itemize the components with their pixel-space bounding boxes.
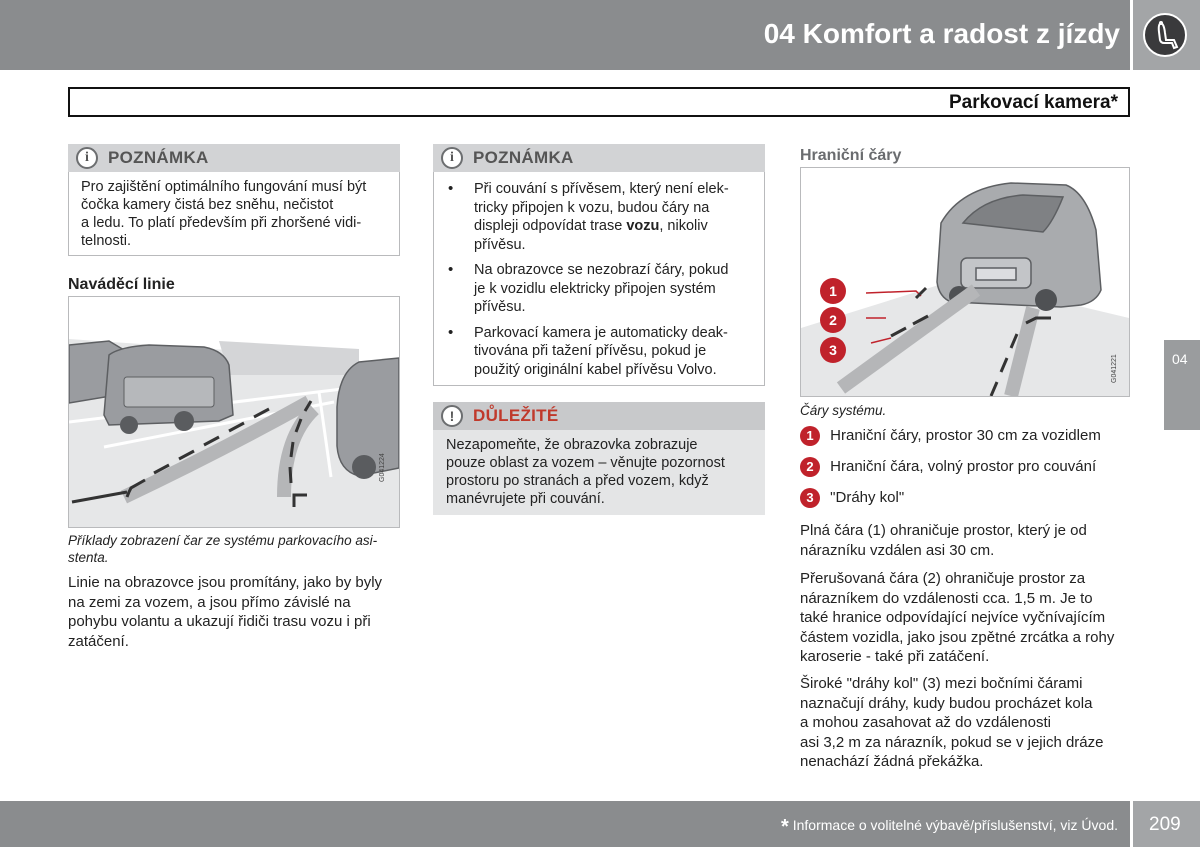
list-item-line: • Parkovací kamera je automaticky deak- xyxy=(474,324,728,341)
para-line: nárazníkem do vzdálenosti cca. 1,5 m. Je to xyxy=(800,589,1093,607)
page-number: 209 xyxy=(1149,814,1181,835)
warning-box xyxy=(433,402,765,515)
callout-1: 1 xyxy=(829,283,837,299)
guide-lines-heading: Naváděcí linie xyxy=(68,276,175,293)
para-line: také hranice odpovídající nejvíce vyčnívajícím xyxy=(800,609,1106,626)
figure-code: G041221 xyxy=(1111,354,1118,383)
legend-number: 1 xyxy=(800,426,820,446)
warning-line: pouze oblast za vozem – věnujte pozornost xyxy=(446,455,725,471)
note-box-1 xyxy=(68,144,400,256)
list-item-line: přívěsu. xyxy=(474,236,526,253)
para-line: asi 3,2 m za nárazník, pokud se v jejich dráze xyxy=(800,733,1104,751)
note-line: telnosti. xyxy=(81,233,131,249)
list-item-line: • Při couvání s přívěsem, který není elek- xyxy=(474,181,729,197)
para-line: nenachází žádná překážka. xyxy=(800,753,984,770)
list-item-line: přívěsu. xyxy=(474,299,526,315)
footer-note xyxy=(781,816,1118,839)
text-span: , nikoliv xyxy=(659,218,708,234)
note-title: POZNÁMKA xyxy=(473,148,574,167)
legend-item xyxy=(800,426,1130,446)
legend-number: 2 xyxy=(800,457,820,477)
note-line: Pro zajištění optimálního fungování musí být xyxy=(81,179,367,195)
legend-number: 3 xyxy=(800,488,820,508)
legend-text: Hraniční čára, volný prostor pro couvání xyxy=(830,458,1097,476)
note-body xyxy=(68,172,400,256)
list-item xyxy=(434,261,754,317)
para-line: Plná čára (1) ohraničuje prostor, který je od xyxy=(800,522,1087,539)
footer-asterisk: * xyxy=(781,816,789,838)
section-title: Parkovací kamera* xyxy=(948,92,1118,113)
para-line: Přerušovaná čára (2) ohraničuje prostor za xyxy=(800,570,1086,587)
warning-title: DŮLEŽITÉ xyxy=(473,406,559,425)
legend-list xyxy=(800,426,1130,508)
legend-text: "Dráhy kol" xyxy=(830,489,905,507)
para-line: částem vozidla, jako jsou zpětné zrcátka a rohy xyxy=(800,628,1115,646)
note-line: a ledu. To platí především při zhoršené vidi- xyxy=(81,215,362,231)
callout-2: 2 xyxy=(829,312,837,328)
boundary-paragraph-1 xyxy=(800,521,1130,560)
warning-header xyxy=(433,402,765,430)
boundary-lines-figure xyxy=(800,167,1130,397)
boundary-paragraph-3 xyxy=(800,674,1130,772)
note-body xyxy=(433,172,765,386)
note-header xyxy=(433,144,765,172)
chapter-side-tab-label: 04 xyxy=(1172,351,1188,367)
guide-lines-figure xyxy=(68,296,400,528)
figure-code: G041224 xyxy=(379,453,386,482)
legend-item xyxy=(800,488,1130,508)
note-box-2 xyxy=(433,144,765,386)
para-line: Linie na obrazovce jsou promítány, jako by byly xyxy=(68,574,383,591)
para-line: Široké "dráhy kol" (3) mezi bočními čárami xyxy=(800,675,1083,692)
para-line: zatáčení. xyxy=(68,632,129,650)
list-item-line: je k vozidlu elektricky připojen systém xyxy=(474,280,716,297)
note-line: čočka kamery čistá bez sněhu, nečistot xyxy=(81,197,334,213)
note-header xyxy=(68,144,400,172)
para-line: pohybu volantu a ukazují řidiči trasu vozu i při xyxy=(68,613,371,630)
callout-3: 3 xyxy=(829,342,837,358)
list-item xyxy=(434,324,754,380)
para-line: a mohou zasahovat až do vzdálenosti xyxy=(800,714,1051,731)
warning-body xyxy=(433,430,765,515)
boundary-paragraph-2 xyxy=(800,569,1130,667)
para-line: karoserie - také při zatáčení. xyxy=(800,648,990,665)
boundary-lines-heading: Hraniční čáry xyxy=(800,147,902,164)
list-item-line xyxy=(474,217,754,236)
list-item xyxy=(434,180,754,254)
list-item-line: tricky připojen k vozu, budou čáry na xyxy=(474,199,710,216)
bold-span: vozu xyxy=(626,218,660,234)
chapter-title: 04 Komfort a radost z jízdy xyxy=(763,18,1120,49)
caption-line: Příklady zobrazení čar ze systému parkovacího asi- xyxy=(68,533,378,548)
footer-note-text: Informace o volitelné výbavě/příslušenství, viz Úvod. xyxy=(792,817,1118,833)
note-bullet-list xyxy=(434,180,754,379)
seat-icon xyxy=(1143,13,1187,57)
para-line: nárazníku vzdálen asi 30 cm. xyxy=(800,541,995,559)
legend-item xyxy=(800,457,1130,477)
text-span: displeji odpovídat trase xyxy=(474,218,627,234)
info-icon: i xyxy=(76,147,98,169)
guide-figure-caption xyxy=(68,532,400,566)
boundary-figure-caption: Čáry systému. xyxy=(800,403,887,418)
section-title-bar xyxy=(68,87,1130,117)
exclamation-icon: ! xyxy=(441,405,463,427)
para-line: na zemi za vozem, a jsou přímo závislé na xyxy=(68,593,351,611)
list-item-line: • Na obrazovce se nezobrazí čáry, pokud xyxy=(474,262,729,278)
list-item-line: tivována při tažení přívěsu, pokud je xyxy=(474,343,707,359)
warning-line: manévrujete při couvání. xyxy=(446,491,605,507)
warning-line: Nezapomeňte, že obrazovka zobrazuje xyxy=(446,437,698,453)
legend-text: Hraniční čáry, prostor 30 cm za vozidlem xyxy=(830,427,1101,444)
warning-line: prostoru po stranách a před vozem, když xyxy=(446,473,709,489)
info-icon: i xyxy=(441,147,463,169)
list-item-line: použitý originální kabel přívěsu Volvo. xyxy=(474,361,717,378)
caption-line: stenta. xyxy=(68,550,109,565)
guide-paragraph xyxy=(68,573,408,651)
para-line: naznačují dráhy, kudy budou procházet kola xyxy=(800,694,1093,712)
note-title: POZNÁMKA xyxy=(108,148,209,167)
